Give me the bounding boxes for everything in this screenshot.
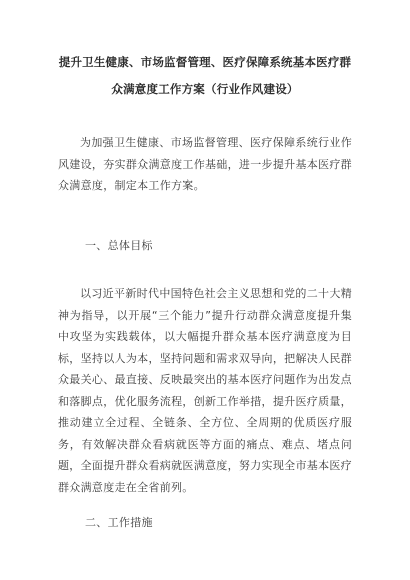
section-2-heading: 二、工作措施 [85, 516, 153, 529]
intro-paragraph: 为加强卫生健康、市场监督管理、医疗保障系统行业作风建设，夯实群众满意度工作基础，进一步提升基本医疗群众满意度，制定本工作方案。 [58, 136, 352, 192]
document-title-line-1: 提升卫生健康、市场监督管理、医疗保障系统基本医疗群 [58, 55, 352, 69]
document-title-line-2: 众满意度工作方案（行业作风建设） [111, 82, 299, 96]
section-1-heading: 一、总体目标 [85, 239, 153, 252]
section-1-paragraph: 以习近平新时代中国特色社会主义思想和党的二十大精神为指导，以开展“三个能力”提升行动群众满意度提升集中攻坚为实践载体，以大幅提升群众基本医疗满意度为目标，坚持以人为本，坚持问题和需求双导向，把解决人民群众最关心、最直接、反映最突出的基本医疗问题作为出发点和落脚点，优化服务流程，创新工作举措，提升医疗质量，推动建立全过程、全链条、全方位、全周期的优质医疗服务，有效解决群众看病就医等方面的痛点、难点、堵点问题，全面提升群众看病就医满意度，努力实现全市基本医疗群众满意度走在全省前列。 [58, 287, 352, 494]
